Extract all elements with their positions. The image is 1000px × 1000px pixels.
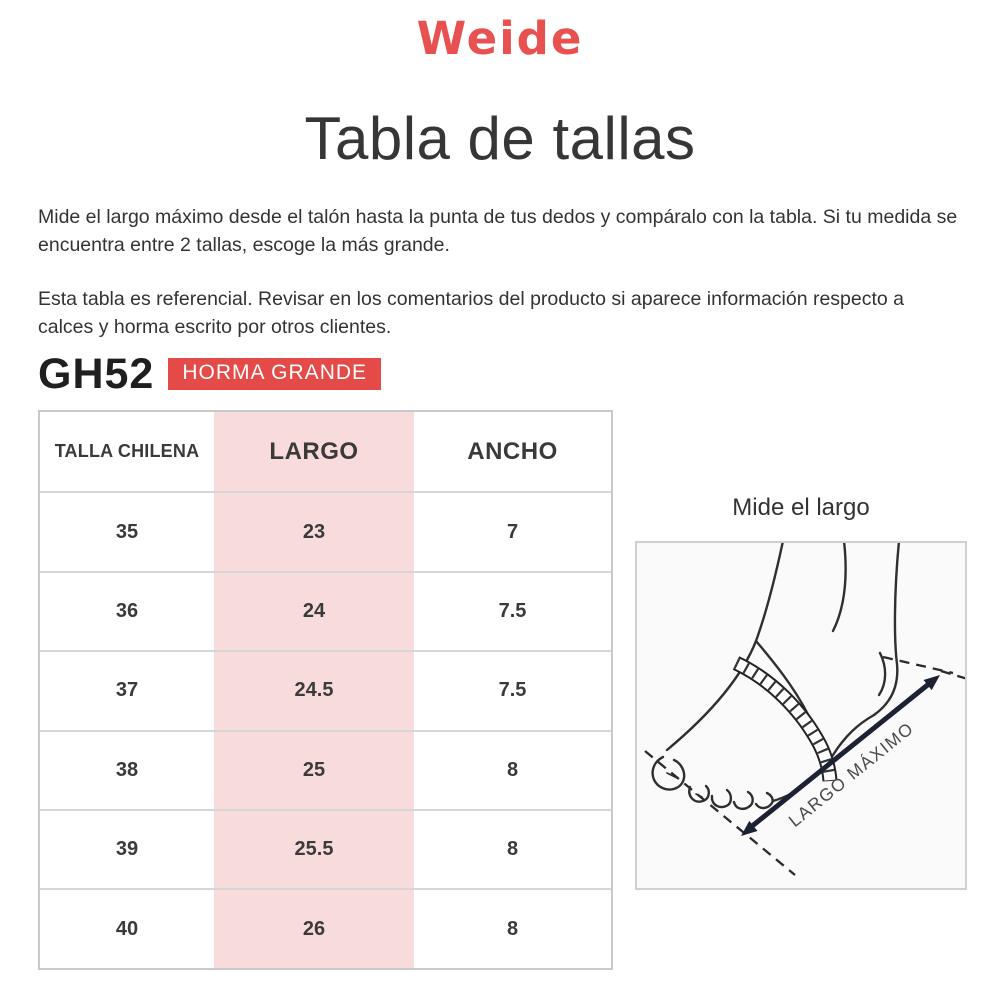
largo-maximo-arrow (741, 675, 940, 836)
table-cell-talla: 35 (40, 491, 214, 570)
table-cell-ancho: 8 (414, 809, 611, 888)
product-row (38, 351, 381, 397)
foot-illustration (637, 543, 965, 888)
intro-paragraph-1: Mide el largo máximo desde el talón hasta la punta de tus dedos y compáralo con la tabla. Si tu medida se encuentra entre 2 tallas, escoge la más grande. (38, 206, 958, 256)
table-cell-talla: 39 (40, 809, 214, 888)
measuring-tape-icon (736, 663, 830, 781)
col-header-ancho: ANCHO (467, 437, 558, 465)
table-cell-largo: 24 (214, 571, 414, 650)
page-title: Tabla de tallas (304, 105, 696, 172)
table-cell-ancho: 8 (414, 730, 611, 809)
table-cell-ancho: 7.5 (414, 571, 611, 650)
table-cell-largo: 24.5 (214, 650, 414, 729)
table-cell-largo: 25 (214, 730, 414, 809)
size-table (38, 410, 613, 970)
ground-dashed-lines (645, 657, 965, 875)
horma-badge: HORMA GRANDE (168, 358, 381, 389)
table-cell-largo: 26 (214, 888, 414, 967)
col-header-talla-chilena: TALLA CHILENA (54, 441, 200, 462)
table-cell-talla: 40 (40, 888, 214, 967)
table-cell-talla: 36 (40, 571, 214, 650)
intro-paragraph-2: Esta tabla es referencial. Revisar en los comentarios del producto si aparece información respecto a calces y horma escrito por otros clientes. (38, 288, 905, 338)
table-cell-ancho: 7 (414, 491, 611, 570)
diagram-caption: Mide el largo (732, 494, 870, 521)
table-cell-ancho: 7.5 (414, 650, 611, 729)
table-cell-largo: 25.5 (214, 809, 414, 888)
table-cell-largo: 23 (214, 491, 414, 570)
arrow-label: LARGO MÁXIMO (784, 717, 918, 831)
table-cell-talla: 38 (40, 730, 214, 809)
model-code: GH52 (38, 349, 155, 398)
table-cell-talla: 37 (40, 650, 214, 729)
brand-logo: Weide (416, 12, 584, 65)
col-header-largo: LARGO (214, 412, 414, 491)
table-cell-ancho: 8 (414, 888, 611, 967)
foot-measure-diagram (635, 541, 967, 890)
